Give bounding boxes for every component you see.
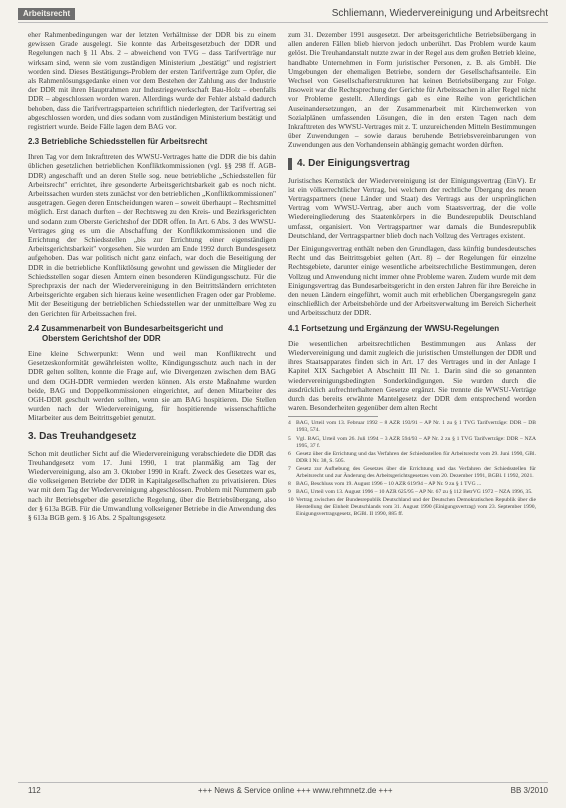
section-heading-4: 4. Der Einigungsvertrag <box>288 158 536 170</box>
footnote-rule <box>288 416 378 417</box>
footnote-number: 6 <box>288 450 291 457</box>
page-footer <box>28 786 548 798</box>
footnote-number: 9 <box>288 489 291 496</box>
paragraph: Juristisches Kernstück der Wiedervereinigung ist der Einigungsvertrag (EinV). Er ist ein völkerrechtlicher Vertrag, bei welchem der rechtliche Übergang des neuen Vertragspartners (neue Länder und Staat) des Vertrags aus der ursprünglichen Vertrag vom WWSU-Vertrag, aber auch vom Staatsvertrag, der die volle Wiedereingliederung des Staatenkörpers in die Bundesrepublik Deutschland umfasst, organisiert. Von Vertragspartner war damals die Bundesrepublik Deutschland, der Vertragspartner blieb doch nach Vollzug des Vertrages existent. <box>288 175 536 240</box>
footnote <box>288 451 536 465</box>
footnote-text: Gesetz zur Aufhebung des Gesetzes über die Errichtung und das Verfahren der Schiedsstellen für Arbeitsrecht und zur Änderung des Arbeitsgerichtsgesetzes vom 20. Dezember 1991, BGBl. I 1992, 2021. <box>296 465 536 479</box>
footer-news: +++ News & Service online +++ www.rehmnetz.de +++ <box>198 786 393 795</box>
footnote-number: 4 <box>288 420 291 427</box>
footnote-text: BAG, Urteil vom 13. Februar 1992 – 8 AZR 193/91 – AP Nr. 1 zu § 1 TVG Tarifverträge: DDR – DB 1993, 574. <box>296 420 536 434</box>
footnote-text: Vgl. BAG, Urteil vom 26. Juli 1994 – 3 AZR 594/93 – AP Nr. 2 zu § 1 TVG Tarifverträge: DDR – NZA 1995, 37 f. <box>296 435 536 449</box>
footnote <box>288 481 536 488</box>
paragraph: Die wesentlichen arbeitsrechtlichen Bestimmungen aus Anlass der Wiedervereinigung und damit zugleich die juristischen Umstellungen der DDR und ihres Staatsapparates finden sich in Art. 17 des Vertrages und in der Anlage I Kapitel XIX Sachgebiet A Abschnitt III Nr. 1. Darin sind die so genannten wiedervereinigungsbedingten Sonderkündigungen. Sie wurden durch die ausdrücklich aufrechterhaltenen Gesetze ergänzt. Sie trennte die WWSU-Verträge durch das bereits erwähnte Mantelgesetz der DDR dem entsprechend worden waren. Besonderheiten gegenüber dem alten Recht <box>288 338 536 413</box>
section-heading-2-3: 2.3 Betriebliche Schiedsstellen für Arbeitsrecht <box>28 137 208 147</box>
rubric-label: Arbeitsrecht <box>18 8 75 20</box>
paragraph: zum 31. Dezember 1991 ausgesetzt. Der arbeitsgerichtliche Betriebsübergang in allen anderen Fällen blieb hiervon jedoch unberührt. Das Problem wurde kaum gelöst. Die Treuhandanstalt nutzte zwar in der Regel aus dem großen Betrieb kleine, handhabte Unternehmen in Form juristischer Personen, z. B. als GmbH. Die Umgebungen der ehemaligen Betriebe, sondern der Gesellschaftsanteile. Ein Wechsel von Gesellschafterstrukturen hat keinen Betriebsübergang zur Folge. Insoweit war die Rechtsprechung der Gerichte für Arbeitssachen in aller Regel nicht vor Probleme gestellt. Allerdings gab es eine Reihe von gerichtlichen Auseinandersetzungen, an der Zusammenarbeit mit Kirchenwerken von Sozialplänen umfassenden Lösungen, die in den ersten Tagen nach dem Inkrafttreten des WWSU-Vertrages mit z. T. unzureichenden Mitteln Bestimmungen über Zuwendungen – sowie daraus beruhende Betriebsvereinbarungen von Zuwendungen aus den Vorhandensein abhängig gemacht worden dürften. <box>288 30 536 150</box>
paragraph: eher Rahmenbedingungen war der letzten Verhältnisse der DDR bis zu einem gewissen Grade ausgelegt. Sie konnte das Arbeitsgesetzbuch der DDR und Regelungen nach § 11 Abs. 2 – abweichend von TVG – dass Tarifverträge nur wirksam sind, wenn sie vom zuständigen Ministerium „bestätigt" und registriert worden sind. Dieses Bestätigungs-Problem der ersten Tarifverträge zum Opfer, die als Rahmenlösungsgedanke einen vor dem Bestehen der Zahlung aus der Industrie der DDR mit ihren Hauptrahmen zur Industriegewerkschaft Bau-Holz – ebenfalls DDR – abgeschlossen worden waren. Allerdings wurde der Fehler alsbald dadurch behoben, dass die Tarifvertragsparteien schriftlich niederlegten, der Tarifvertrag sei abgeschlossen worden, und dies sodann vom zuständigen Ministerium bestätigt und registriert wurde. Beide Fälle lagen dem BAG vor. <box>28 30 276 132</box>
footnote-number: 7 <box>288 465 291 472</box>
footnote-number: 10 <box>288 497 294 504</box>
footnote-number: 5 <box>288 435 291 442</box>
header-rule <box>18 22 548 23</box>
section-heading-2-4: 2.4 Zusammenarbeit von Bundesarbeitsgericht und <box>28 323 224 333</box>
footnote-number: 8 <box>288 481 291 488</box>
section-heading-2-4-line2: Oberstem Gerichtshof der DDR <box>42 333 161 343</box>
section-heading-4-1: 4.1 Fortsetzung und Ergänzung der WWSU-Regelungen <box>288 323 500 333</box>
paragraph: Eine kleine Schwerpunkt: Wenn und weil man Konfliktrecht und Gesetzeskonformität gewährleisten wollte, Kündigungsschutz auch nach in der DDR gelten sollten, konnte die Frage auf, wie Divergenzen zwischen dem BAG und dem OGH-DDR vermieden werden können. Als erste Maßnahme wurden beide, BAG und Doppelkommissionen eingerichtet, auf denen Mitarbeiter des OGH-DDR geschult werden sollten, wenn sie am BAG hospitieren. Die Stellen wurden nach der Wiedervereinigung, für hospitierende wissenschaftliche Mitarbeiter aus dem Beitrittsgebiet genutzt. <box>28 348 276 423</box>
footnote <box>288 466 536 480</box>
footnote <box>288 497 536 518</box>
footnote <box>288 489 536 496</box>
paragraph: Ihren Tag vor dem Inkrafttreten des WWSU-Vertrages hatte die DDR die bis dahin üblichen gesetzlichen betrieblichen Konfliktkommissionen (vgl. §§ 298 ff. AGB-DDR) angeschafft und an deren Stelle sog. neue betriebliche „Schiedsstellen für Arbeitsrecht" errichtet, ihre gesonderte Arbeitsgerichtsbarkeit gab es noch nicht. Arbeitssachen wurden stets zunächst vor den betrieblichen „Konfliktkommissionen" ausgetragen. Gegen deren Entscheidungen waren – soweit überhaupt – Rechtsmittel möglich. Erst danach durften – der Rechtsweg zu den Kreis- und Bezirksgerichten und sodann zum Oberste Gerichtshof der DDR offen. In Art. 6 Abs. 3 des WWSU-Vertrages ging es um die Abschaffung der Konfliktkommissionen und die Errichtung der Schiedsstellen „bis zur Errichtung einer eigenständigen Arbeitsgerichtsbarkeit" vorgesehen. Sie wurden am Ende 1992 durch Bundesgesetz aufgehoben. Das war politisch nicht ganz einfach, war doch die Beseitigung der DDR in die betriebliche Konfliktlösung gewohnt und gewissen die Mitglieder der Schiedsstellen sogar diesen Ämtern einen besonderen Kündigungsschutz. Für die Sprechpraxis der nach der Wiedervereinigung in den Beitrittsländern errichteten Arbeitsgerichte ergaben sich hieraus keine wesentlichen Fragen oder gar Probleme. Mit der Beseitigung der betrieblichen Schiedsstellen war der unmittelbare Weg zu den Gerichten für Arbeitssachen frei. <box>28 152 276 318</box>
footnote-text: Gesetz über die Errichtung und das Verfahren der Schiedsstellen für Arbeitsrecht vom 29. Juni 1990, GBl. DDR I Nr. 38, S. 505. <box>296 450 536 464</box>
footnote <box>288 420 536 434</box>
issue-label: BB 3/2010 <box>510 786 548 795</box>
right-column <box>288 30 536 520</box>
footnote <box>288 436 536 450</box>
left-column <box>28 30 276 526</box>
footer-rule <box>18 782 548 783</box>
page-number: 112 <box>28 786 41 795</box>
footnote-text: Vertrag zwischen der Bundesrepublik Deutschland und der Deutschen Demokratischen Republik über die Herstellung der Einheit Deutschlands vom 31. August 1990 (Einigungsvertrag) vom 23. September 1990, Einigungsvertragsgesetz, BGBl. II 1990, 885 ff. <box>296 497 536 518</box>
paragraph: Der Einigungsvertrag enthält neben den Grundlagen, dass künftig bundesdeutsches Recht und das Beitrittsgebiet gelten (Art. 8) – der Regelungen für einzelne Rechtsgebiete, darunter einige wesentliche arbeitsrechtliche Bestimmungen, deren Vollzug und Anwendung nicht immer ohne Probleme waren. Zudem wurde mit dem Einigungsvertrag das Bundesarbeitsgericht in den ersten Jahren für ihre Bereiche in den neuen Ländern eingeführt, womit auch mit erheblichen Übergangsregeln ganz einschließlich der Arbeitsbehörde und der Arbeitsverwaltung im Bereich Sicherheit und Arbeitsschutz der DDR. <box>288 244 536 318</box>
running-title: Schliemann, Wiedervereinigung und Arbeitsrecht <box>331 8 548 19</box>
page-header <box>18 8 548 22</box>
footnote-text: BAG, Urteil vom 13. August 1996 – 10 AZR 625/95 – AP Nr. 67 zu § 112 BetrVG 1972 – NZA 1996, 35. <box>296 489 533 496</box>
paragraph: Schon mit deutlicher Sicht auf die Wiedervereinigung verabschiedete die DDR das Treuhandgesetz vom 17. Juni 1990, 1 trat planmäßig am Tag der Wiedervereinigung, also am 3. Oktober 1990 in Kraft. Zweck des Gesetzes war es, die volkseigenen Betriebe der DDR in Kapitalgesellschaften zu privatisieren. Dies war mit dem Tag der Wiedervereinigung abgeschlossen. Problem mit Nummern gab nach ihr Betriebsgeber die gesetzliche Regelung, über die Betriebsübergang, also der § 613a BGB. Für die Umwandlung volkseigener Betriebe in die Anwendung des § 613a BGB gem. § 16 Abs. 2 Spaltungsgesetz <box>28 448 276 522</box>
section-heading-3: 3. Das Treuhandgesetz <box>28 430 137 442</box>
footnote-list <box>288 420 536 518</box>
footnote-text: BAG, Beschluss vom 19. August 1996 – 10 AZR 619/94 – AP Nr. 9 zu § 1 TVG ... <box>296 481 482 488</box>
